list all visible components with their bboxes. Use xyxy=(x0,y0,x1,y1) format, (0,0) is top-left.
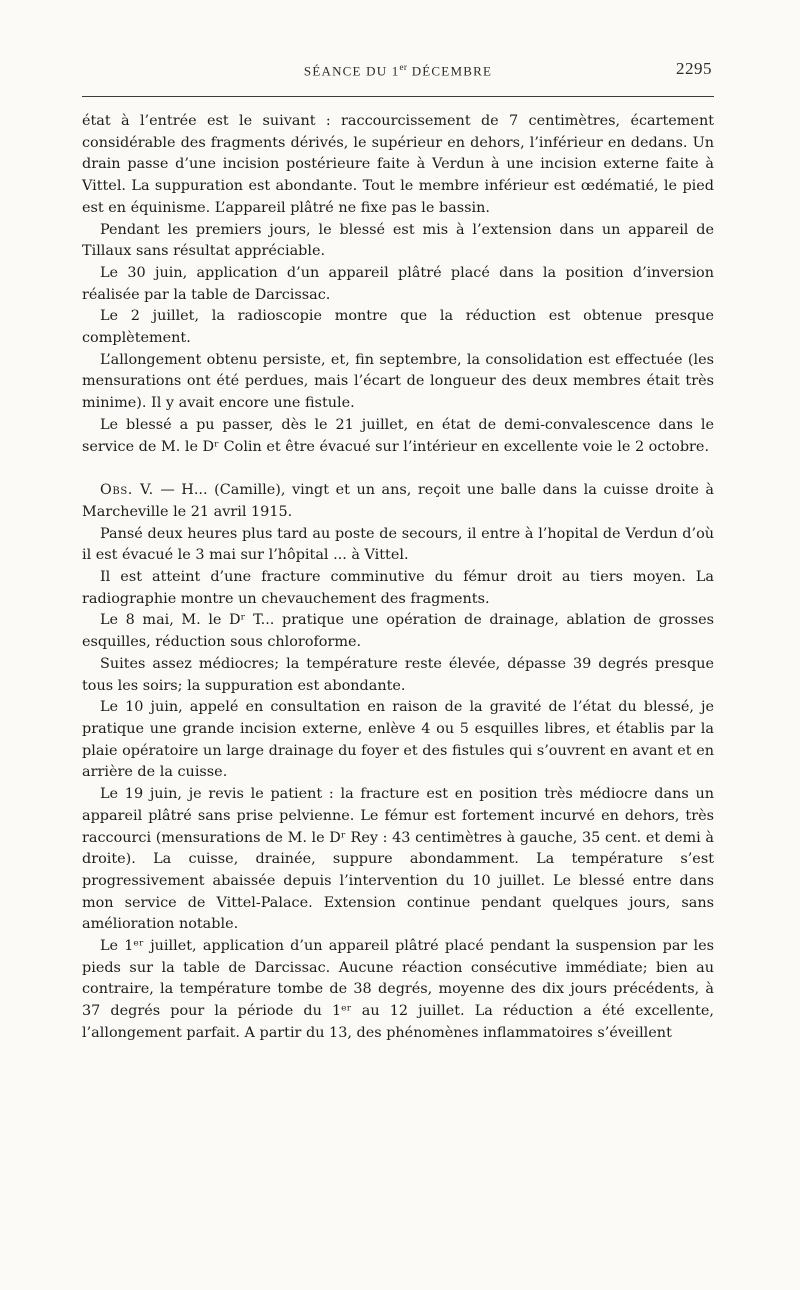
paragraph: Pansé deux heures plus tard au poste de secours, il entre à l’hopital de Verdun d’où il est évacué le 3 mai sur l’hôpital ... à Vittel. xyxy=(82,525,714,564)
paragraph: Pendant les premiers jours, le blessé est mis à l’extension dans un appareil de Tillaux sans résultat appréciable. xyxy=(82,221,714,260)
running-head-superscript: er xyxy=(399,62,408,72)
observation-label: Obs. V. xyxy=(100,482,154,499)
paragraph: L’allongement obtenu persiste, et, fin septembre, la consolidation est effectuée (les mensurations ont été perdues, mais l’écart de longueur des deux membres était très minime). Il y avait encore une fistule. xyxy=(82,351,714,412)
paragraph: état à l’entrée est le suivant : raccourcissement de 7 centimètres, écartement considérable des fragments dérivés, le supérieur en dehors, l’inférieur en dedans. Un drain passe d’une incision postérieure faite à Verdun à une incision externe faite à Vittel. La suppuration est abondante. Tout le membre inférieur est œdématié, le pied est en équinisme. L’appareil plâtré ne fixe pas le bassin. xyxy=(82,113,714,216)
page-header xyxy=(82,52,714,78)
header-rule xyxy=(82,96,714,97)
paragraph: Le 1ᵉʳ juillet, application d’un appareil plâtré placé pendant la suspension par les pieds sur la table de Darcissac. Aucune réaction consécutive immédiate; bien au contraire, la température tombe de 38 degrés, moyenne des dix jours précédents, à 37 degrés pour la période du 1ᵉʳ au 12 juillet. La réduction a été excellente, l’allongement parfait. A partir du 13, des phénomènes inflammatoires s’éveillent xyxy=(82,938,714,1041)
running-head-post: DÉCEMBRE xyxy=(407,63,493,79)
paragraph: Le 10 juin, appelé en consultation en raison de la gravité de l’état du blessé, je pratique une grande incision externe, enlève 4 ou 5 esquilles libres, et établis par la plaie opératoire un large drainage du foyer et des fistules qui s’ouvrent en avant et en arrière de la cuisse. xyxy=(82,699,714,781)
running-head-pre: SÉANCE DU 1 xyxy=(303,63,400,79)
paragraph: Il est atteint d’une fracture comminutive du fémur droit au tiers moyen. La radiographie montre un chevauchement des fragments. xyxy=(82,569,714,607)
page-body xyxy=(82,111,714,1045)
paragraph: Le 30 juin, application d’un appareil plâtré placé dans la position d’inversion réalisée par la table de Darcissac. xyxy=(82,264,714,303)
paragraph: Suites assez médiocres; la température reste élevée, dépasse 39 degrés presque tous les soirs; la suppuration est abondante. xyxy=(82,655,714,694)
book-page xyxy=(82,52,714,1045)
paragraph: Le blessé a pu passer, dès le 21 juillet, en état de demi-convalescence dans le service de M. le Dʳ Colin et être évacué sur l’intérieur en excellente voie le 2 octobre. xyxy=(82,416,714,455)
paragraph: Le 8 mai, M. le Dʳ T... pratique une opération de drainage, ablation de grosses esquilles, réduction sous chloroforme. xyxy=(82,612,714,651)
page-number: 2295 xyxy=(676,59,712,78)
paragraph: Le 2 juillet, la radioscopie montre que la réduction est obtenue presque complètement. xyxy=(82,308,714,347)
running-head xyxy=(82,62,714,79)
paragraph: Le 19 juin, je revis le patient : la fracture est en position très médiocre dans un appareil plâtré sans prise pelvienne. Le fémur est fortement incurvé en dehors, très raccourci (mensurations de M. le Dʳ Rey : 43 centimètres à gauche, 35 cent. et demi à droite). La cuisse, drainée, suppure abondamment. La température s’est progressivement abaissée depuis l’intervention du 10 juillet. Le blessé entre dans mon service de Vittel-Palace. Extension continue pendant quelques jours, sans amélioration notable. xyxy=(82,786,714,933)
observation-heading-paragraph xyxy=(82,480,714,523)
observation-intro: — H... (Camille), vingt et un ans, reçoit une balle dans la cuisse droite à Marcheville le 21 avril 1915. xyxy=(82,482,714,520)
